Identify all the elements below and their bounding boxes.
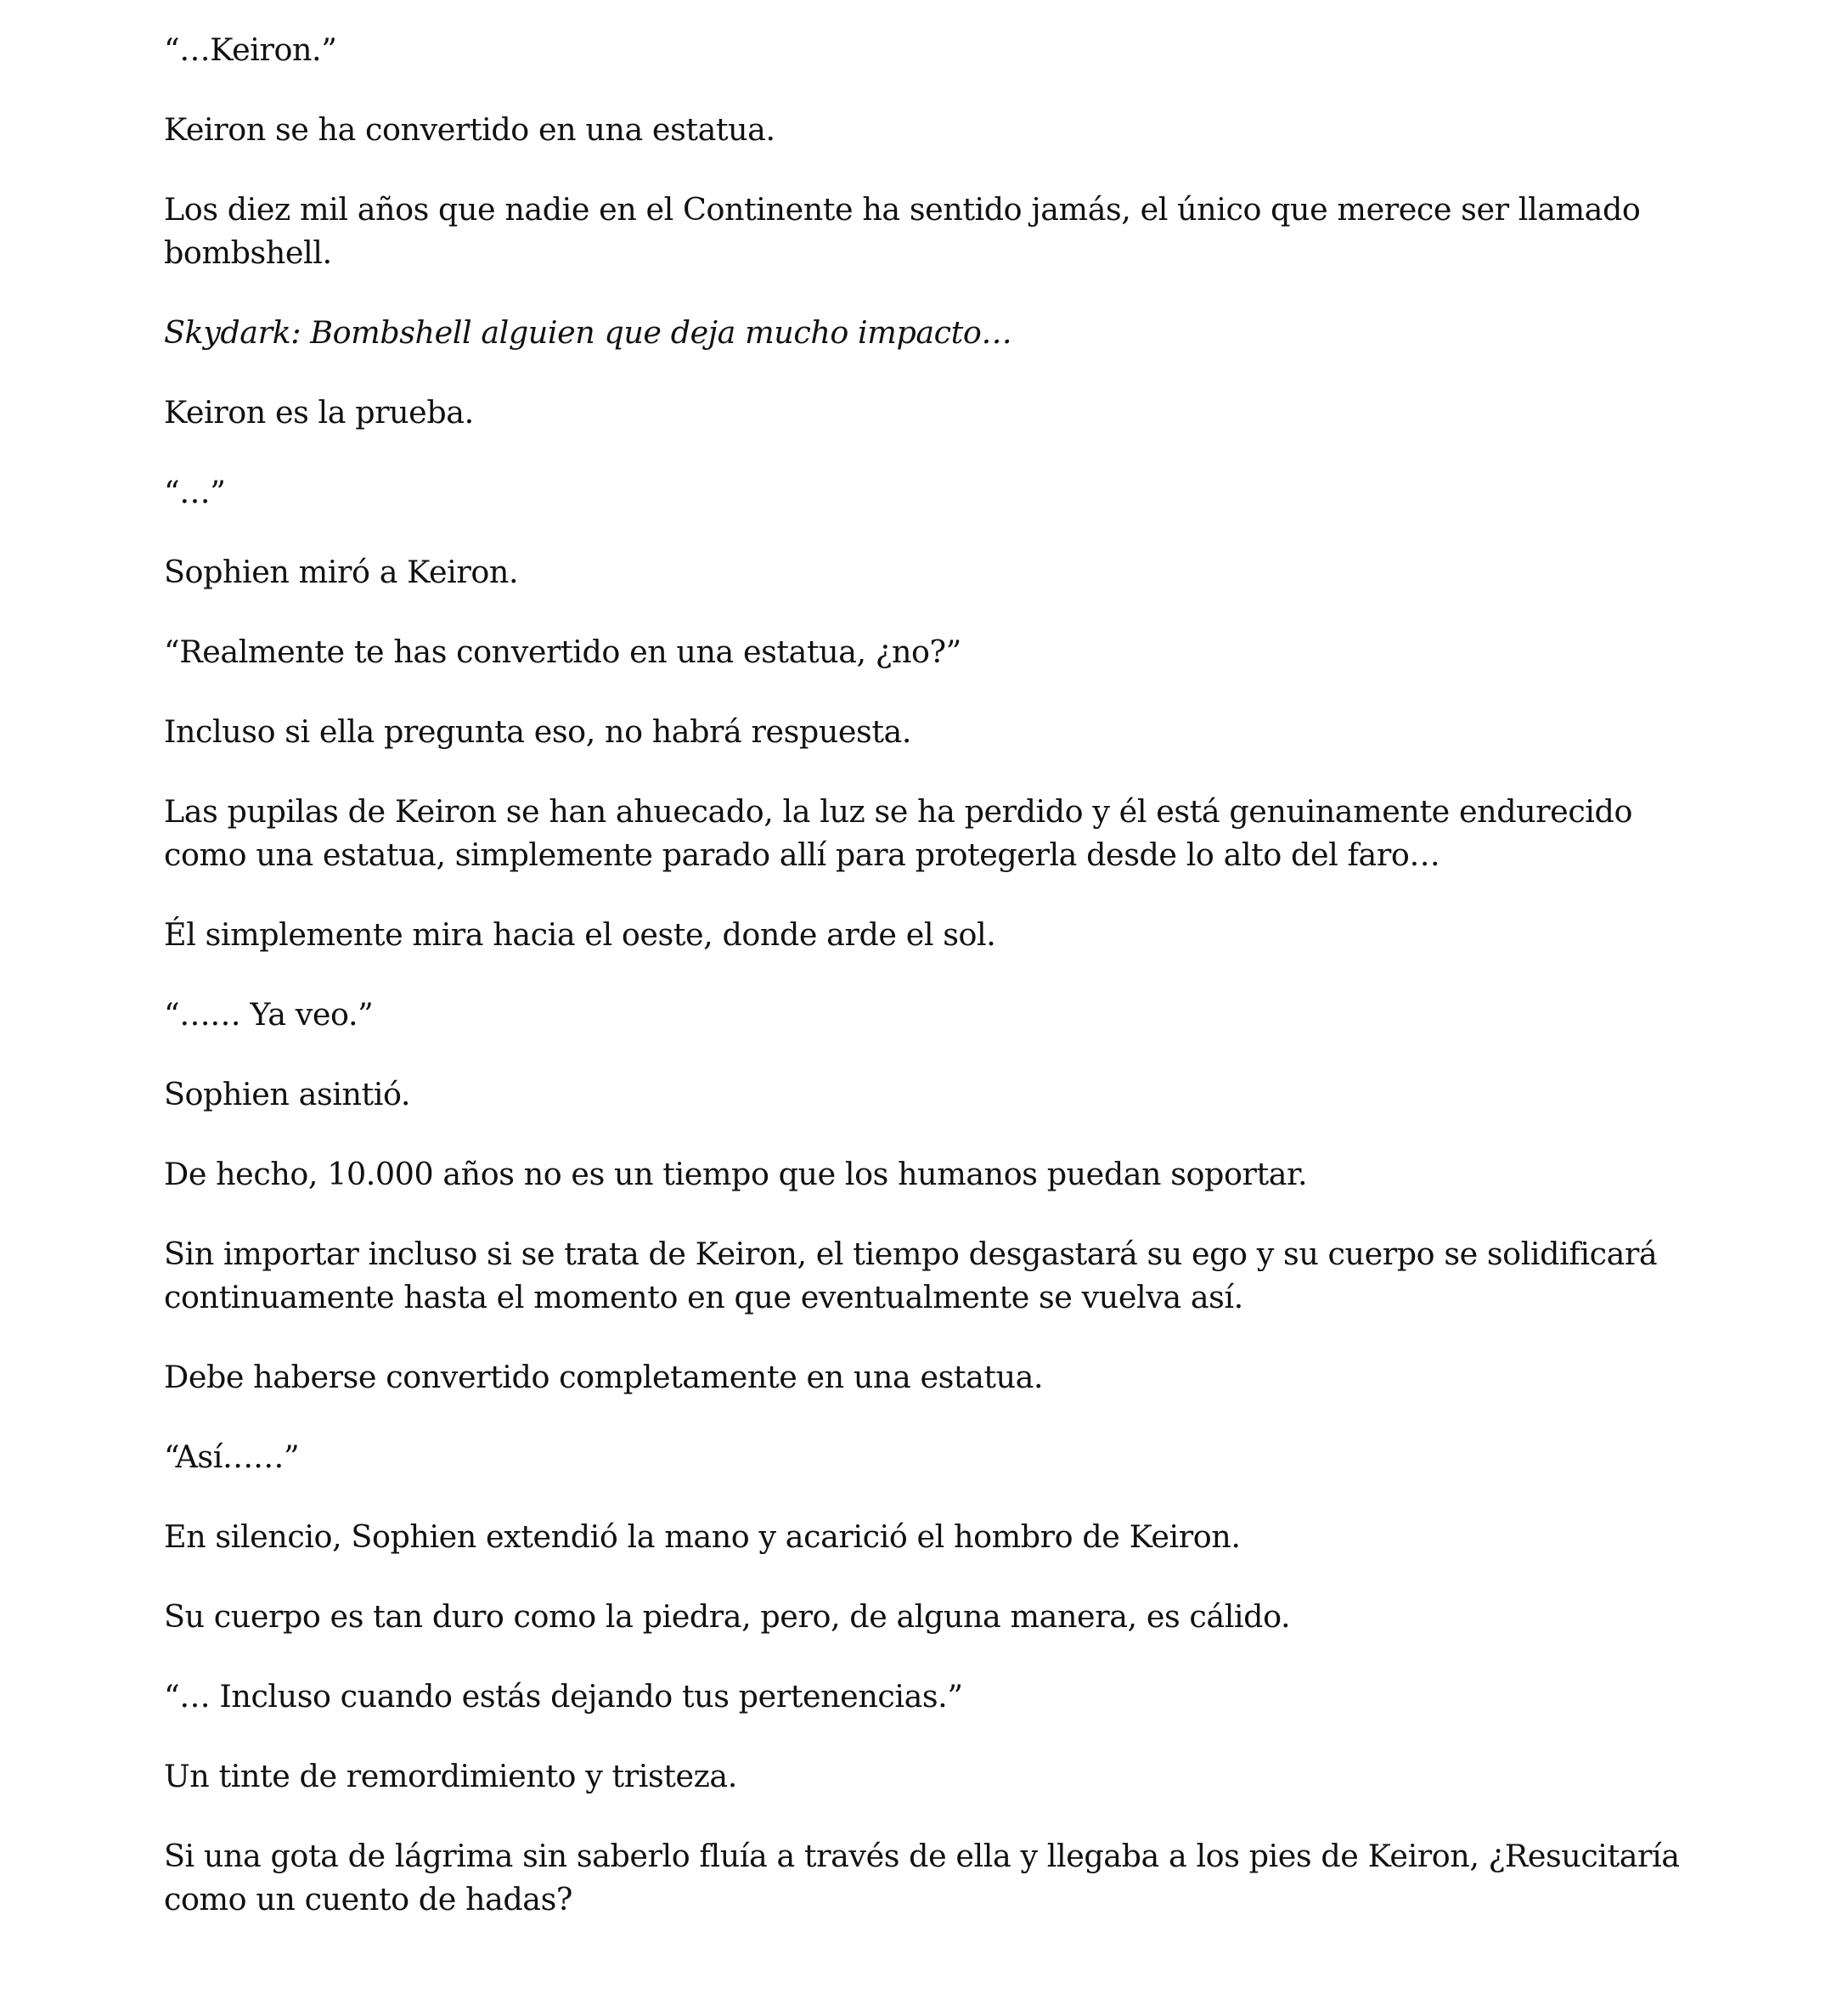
paragraph: Las pupilas de Keiron se han ahuecado, la luz se ha perdido y él está genuinamente endurecido como una estatua, simplemente parado allí para protegerla desde lo alto del faro…: [164, 793, 1632, 873]
paragraph: Debe haberse convertido completamente en una estatua.: [164, 1359, 1044, 1395]
paragraph: Keiron es la prueba.: [164, 394, 474, 431]
paragraph: Sophien miró a Keiron.: [164, 554, 519, 590]
paragraph: Los diez mil años que nadie en el Continente ha sentido jamás, el único que merece ser llamado bombshell.: [164, 191, 1641, 271]
paragraph: “… Incluso cuando estás dejando tus pertenencias.”: [164, 1678, 963, 1715]
document-body: [164, 28, 1684, 1957]
paragraph: En silencio, Sophien extendió la mano y acarició el hombro de Keiron.: [164, 1518, 1241, 1555]
paragraph: Sophien asintió.: [164, 1076, 410, 1112]
translator-note: Skydark: Bombshell alguien que deja mucho impacto…: [164, 314, 1012, 351]
paragraph: Su cuerpo es tan duro como la piedra, pero, de alguna manera, es cálido.: [164, 1598, 1291, 1635]
paragraph: “Así……”: [164, 1439, 300, 1475]
paragraph: “…… Ya veo.”: [164, 996, 374, 1033]
paragraph: Incluso si ella pregunta eso, no habrá respuesta.: [164, 713, 912, 750]
paragraph: “…”: [164, 474, 226, 510]
paragraph: Él simplemente mira hacia el oeste, donde arde el sol.: [164, 916, 996, 953]
paragraph: De hecho, 10.000 años no es un tiempo que los humanos puedan soportar.: [164, 1156, 1308, 1192]
paragraph: Sin importar incluso si se trata de Keiron, el tiempo desgastará su ego y su cuerpo se solidificará continuamente hasta el momento en que eventualmente se vuelva así.: [164, 1236, 1658, 1315]
paragraph: “…Keiron.”: [164, 31, 337, 68]
paragraph: Keiron se ha convertido en una estatua.: [164, 111, 775, 148]
paragraph: Un tinte de remordimiento y tristeza.: [164, 1758, 737, 1794]
paragraph: Si una gota de lágrima sin saberlo fluía a través de ella y llegaba a los pies de Keiron, ¿Resucitaría como un cuento de hadas?: [164, 1838, 1680, 1917]
paragraph: “Realmente te has convertido en una estatua, ¿no?”: [164, 633, 961, 670]
